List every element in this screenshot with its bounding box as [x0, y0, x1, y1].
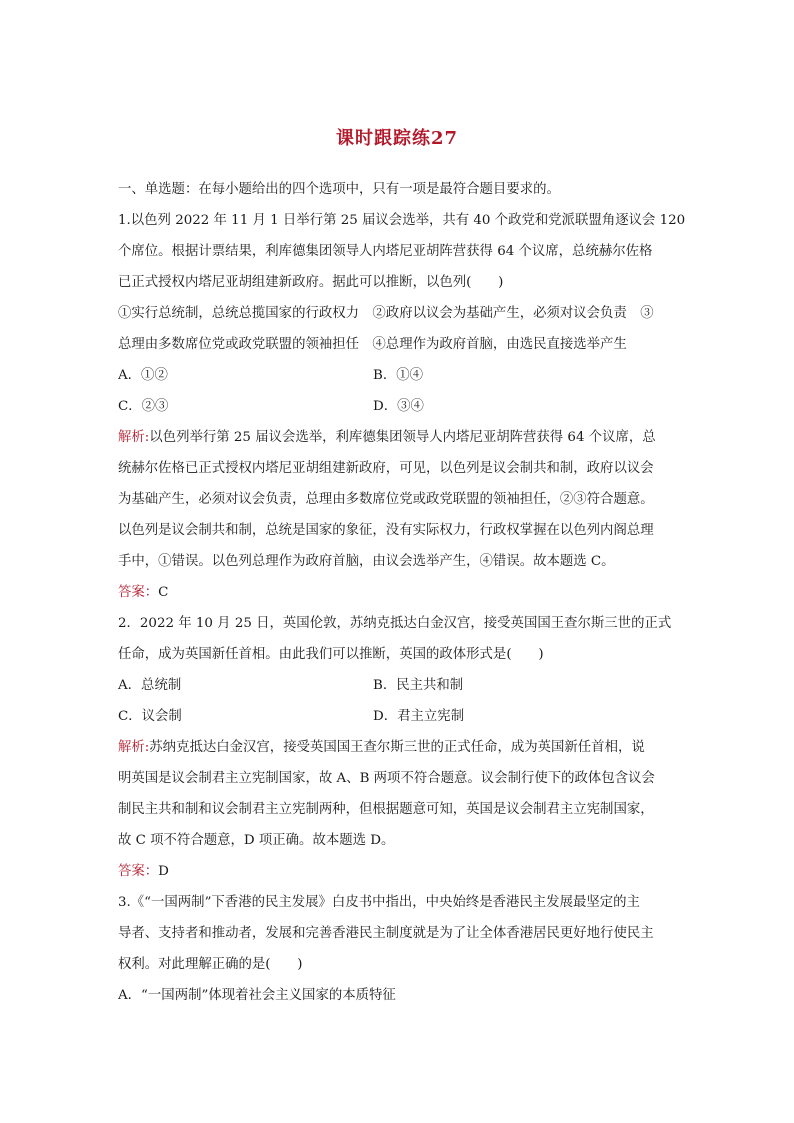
option-a: A．总统制: [118, 678, 182, 693]
section-heading: 一、单选题：在每小题给出的四个选项中，只有一项是最符合题目要求的。: [118, 182, 560, 197]
analysis-line: 以色列是议会制共和制，总统是国家的象征，没有实际权力，行政权掌握在以色列内阁总理: [118, 523, 654, 538]
analysis-line: 统赫尔佐格已正式授权内塔尼亚胡组建新政府，可见，以色列是议会制共和制，政府以议会: [118, 461, 654, 476]
option-a: A．“一国两制”体现着社会主义国家的本质特征: [118, 988, 396, 1003]
options-row: [118, 670, 684, 701]
analysis-line: 为基础产生，必须对议会负责，总理由多数席位党或政党联盟的领袖担任，②③符合题意。: [118, 492, 654, 507]
analysis-line: 明英国是议会制君主立宪制国家，故 A、B 两项不符合题意。议会制行使下的政体包含议会: [118, 771, 655, 786]
question-stem-line: 个席位。根据计票结果，利库德集团领导人内塔尼亚胡阵营获得 64 个议席，总统赫尔佐格: [118, 244, 653, 259]
options-row: [118, 360, 684, 391]
analysis-text: 苏纳克抵达白金汉宫，接受英国国王查尔斯三世的正式任命，成为英国新任首相，说: [149, 740, 645, 755]
question-stem-line: 1.以色列 2022 年 11 月 1 日举行第 25 届议会选举，共有 40 个政党和党派联盟角逐议会 120: [118, 213, 686, 228]
page-title: 课时跟踪练27: [335, 128, 459, 149]
answer-label: 答案：: [118, 864, 159, 879]
answer-value: D: [158, 864, 169, 879]
analysis-line: 故 C 项不符合题意，D 项正确。故本题选 D。: [118, 833, 395, 848]
question-1: [118, 205, 684, 608]
options-row: [118, 391, 684, 422]
analysis-label: 解析:: [118, 430, 150, 445]
question-stem-line: 权利。对此理解正确的是( ): [118, 957, 303, 972]
question-stem-line: 任命，成为英国新任首相。由此我们可以推断，英国的政体形式是( ): [118, 647, 544, 662]
option-b: B．①④: [373, 368, 424, 383]
answer-label: 答案：: [118, 585, 159, 600]
option-c: C．②③: [118, 399, 169, 414]
question-2: [118, 608, 684, 887]
question-stem-line: 导者、支持者和推动者，发展和完善香港民主制度就是为了让全体香港居民更好地行使民主: [118, 926, 654, 941]
question-stem-line: 已正式授权内塔尼亚胡组建新政府。据此可以推断，以色列( ): [118, 275, 504, 290]
question-stem-line: 3.《“一国两制”下香港的民主发展》白皮书中指出，中央始终是香港民主发展最坚定的主: [118, 895, 640, 910]
question-stem-line: ①实行总统制，总统总揽国家的行政权力 ②政府以议会为基础产生，必须对议会负责 ③: [118, 306, 654, 321]
analysis-text: 以色列举行第 25 届议会选举，利库德集团领导人内塔尼亚胡阵营获得 64 个议席，总: [149, 430, 656, 445]
option-a: A．①②: [118, 368, 168, 383]
document-content: [118, 174, 684, 1011]
option-d: D．③④: [373, 399, 424, 414]
option-b: B．民主共和制: [373, 678, 464, 693]
answer-line: [118, 577, 684, 608]
question-stem-line: 总理由多数席位党或政党联盟的领袖担任 ④总理作为政府首脑，由选民直接选举产生: [118, 337, 627, 352]
question-stem-line: 2．2022 年 10 月 25 日，英国伦敦，苏纳克抵达白金汉宫，接受英国国王查尔斯三世的正式: [118, 616, 672, 631]
question-3: [118, 887, 684, 1011]
analysis-line: [118, 732, 684, 763]
analysis-line: 手中，①错误。以色列总理作为政府首脑，由议会选举产生，④错误。故本题选 C。: [118, 554, 615, 569]
analysis-line: 制民主共和制和议会制君主立宪制两种，但根据题意可知，英国是议会制君主立宪制国家，: [118, 802, 654, 817]
analysis-label: 解析:: [118, 740, 150, 755]
option-c: C．议会制: [118, 709, 182, 724]
option-d: D．君主立宪制: [373, 709, 465, 724]
answer-line: [118, 856, 684, 887]
analysis-line: [118, 422, 684, 453]
options-row: [118, 701, 684, 732]
answer-value: C: [158, 585, 169, 600]
